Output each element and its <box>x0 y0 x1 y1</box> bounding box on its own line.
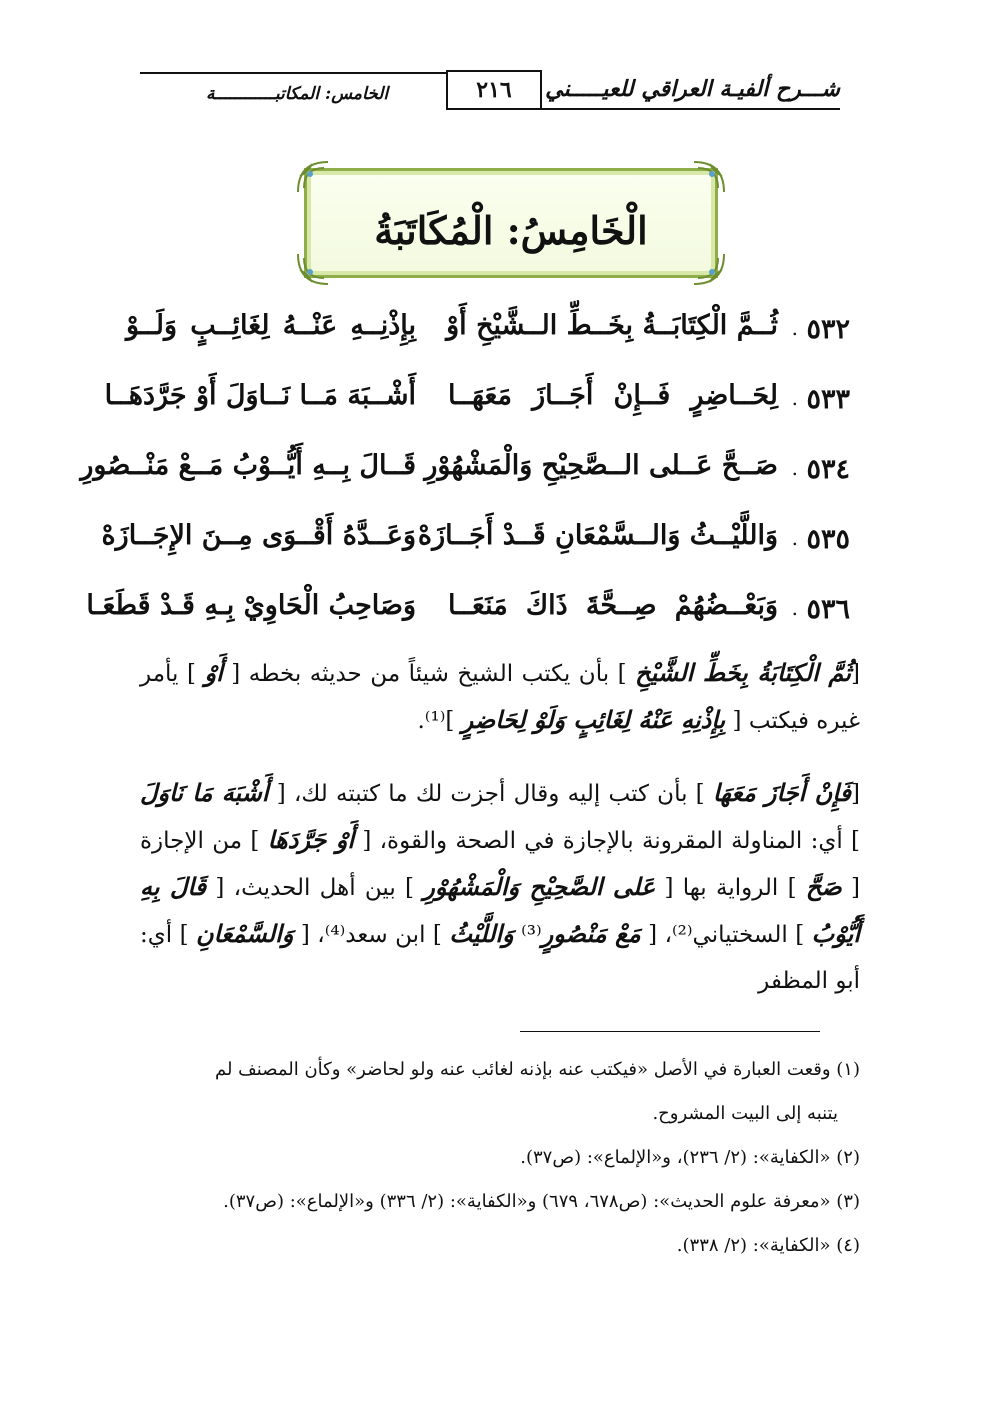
verse-second-hemistich: وَصَاحِبُ الْحَاوِيْ بِـهِ قَـدْ قَطَعَـا <box>86 590 416 621</box>
footnote-continuation: يتنبه إلى البيت المشروح. <box>652 1103 838 1124</box>
running-header <box>140 68 840 114</box>
verse-number: ٥٣٢ <box>806 314 850 345</box>
chapter-title-frame <box>296 160 726 286</box>
header-rule-left <box>140 72 446 74</box>
quoted-verse: عَلى الصَّحِيْحِ وَالْمَشْهُوْرِ <box>423 872 656 901</box>
quoted-verse: وَالسَّمْعَانِ <box>196 919 294 948</box>
quoted-verse: فَإِنْ أَجَازَ مَعَهَا <box>712 778 852 807</box>
bracket: [ <box>851 661 860 687</box>
book-title: شـــرح ألفيـة العراقي للعيـــــني <box>545 76 840 102</box>
commentary-text: ] السختياني⁽²⁾، [ <box>640 922 812 948</box>
commentary-text: ]⁽¹⁾. <box>417 708 462 734</box>
corner-ornament-icon <box>296 160 330 194</box>
quoted-verse: وَاللَّيْثُ <box>449 919 514 948</box>
commentary-text: ⁽³⁾ <box>513 922 542 948</box>
footnote: (٤) «الكفاية»: (٢/ ٣٣٨). <box>676 1235 860 1256</box>
verse-first-hemistich: وَاللَّيْــثُ وَالــسَّمْعَانِ قَــدْ أَجَــازَهْ <box>417 520 778 551</box>
quoted-verse: مَعْ مَنْصُورٍ <box>541 919 641 948</box>
commentary-text: ] أي: المناولة المقرونة بالإجازة في الصحة والقوة، [ <box>354 828 860 854</box>
commentary-text: ] الرواية بها [ <box>655 875 806 901</box>
footnote: (٣) «معرفة علوم الحديث»: (ص٦٧٨، ٦٧٩) و«الكفاية»: (٢/ ٣٣٦) و«الإلماع»: (ص٣٧). <box>223 1191 860 1212</box>
verse-first-hemistich: لِحَــاضِرٍ فَــإِنْ أَجَــازَ مَعَهَــا <box>448 380 778 411</box>
verse-dot: . <box>791 386 798 410</box>
verse-first-hemistich: صَــحَّ عَــلى الــصَّحِيْحِ وَالْمَشْهُوْرِ <box>424 450 778 481</box>
verse-number: ٥٣٣ <box>806 384 850 415</box>
quoted-verse: أَوْ <box>204 658 223 687</box>
verse-row <box>80 448 850 518</box>
section-title: الخامس: المكاتبــــــــــــة <box>206 84 389 104</box>
chapter-title: الْخَامِسُ: الْمُكَاتَبَةُ <box>374 208 648 253</box>
quoted-verse: ثُمَّ الْكِتَابَةُ بِخَطِّ الشَّيْخِ <box>635 658 852 687</box>
footnote-separator <box>520 1031 820 1032</box>
verse-row <box>86 588 850 658</box>
verse-second-hemistich: وَعَــدَّهُ أَقْــوَى مِــنَ الإِجَــازَهْ <box>101 520 416 551</box>
commentary-text: ] من الإجازة [ <box>140 828 861 901</box>
footnotes <box>140 1048 860 1268</box>
quoted-verse: صَحَّ <box>805 872 842 901</box>
header-rule-right <box>540 108 840 110</box>
verse-row <box>120 308 850 378</box>
verse-list <box>80 308 850 658</box>
verse-dot: . <box>791 526 798 550</box>
verse-number: ٥٣٥ <box>806 524 850 555</box>
corner-ornament-icon <box>692 160 726 194</box>
page-number: ٢١٦ <box>446 70 542 110</box>
verse-row <box>104 378 850 448</box>
verse-second-hemistich: قَــالَ بِــهِ أَيُّــوْبُ مَــعْ مَنْــصُورِ <box>80 450 416 481</box>
quoted-verse: قَالَ بِهِ أَيُّوْبُ <box>140 872 861 948</box>
verse-dot: . <box>791 596 798 620</box>
verse-row <box>101 518 850 588</box>
bracket: [ <box>851 781 860 807</box>
commentary-text: ] أي: أبو المظفر <box>140 922 860 994</box>
quoted-verse: أَشْبَهَ مَا نَاوَلَ <box>140 778 269 807</box>
verse-dot: . <box>791 316 798 340</box>
corner-ornament-icon <box>296 252 330 286</box>
verse-number: ٥٣٦ <box>806 594 850 625</box>
verse-second-hemistich: بِإِذْنِــهِ عَنْــهُ لِغَائِــبٍ وَلَــوْ <box>126 310 416 341</box>
corner-ornament-icon <box>692 252 726 286</box>
commentary-text: ] يأمر غيره فيكتب [ <box>140 661 860 734</box>
verse-number: ٥٣٤ <box>806 454 850 485</box>
quoted-verse: أَوْ جَرَّدَهَا <box>267 825 355 854</box>
verse-first-hemistich: ثُــمَّ الْكِتَابَــةُ بِخَــطِّ الــشَّيْخِ أَوْ <box>446 310 778 341</box>
commentary-paragraph <box>140 650 860 744</box>
commentary-paragraph <box>140 770 860 1004</box>
commentary-text: ] ابن سعد⁽⁴⁾، [ <box>293 922 450 948</box>
commentary-text: ] بين أهل الحديث، [ <box>206 875 424 901</box>
footnote: (٢) «الكفاية»: (٢/ ٢٣٦)، و«الإلماع»: (ص٣٧). <box>520 1147 860 1168</box>
verse-first-hemistich: وَبَعْــضُهُمْ صِــحَّةَ ذَاكَ مَنَعَــا <box>448 590 778 621</box>
footnote: (١) وقعت العبارة في الأصل «فيكتب عنه بإذنه لغائب عنه ولو لحاضر» وكأن المصنف لم <box>214 1059 860 1080</box>
commentary-text: ] بأن كتب إليه وقال أجزت لك ما كتبته لك، [ <box>268 781 713 807</box>
quoted-verse: بِإِذْنِهِ عَنْهُ لِغَائِبٍ وَلَوْ لِحَاضِرٍ <box>461 705 726 734</box>
commentary-text: ] بأن يكتب الشيخ شيئاً من حديثه بخطه [ <box>222 661 636 687</box>
verse-dot: . <box>791 456 798 480</box>
verse-second-hemistich: أَشْــبَهَ مَــا نَــاوَلَ أَوْ جَرَّدَهَــا <box>104 380 416 411</box>
